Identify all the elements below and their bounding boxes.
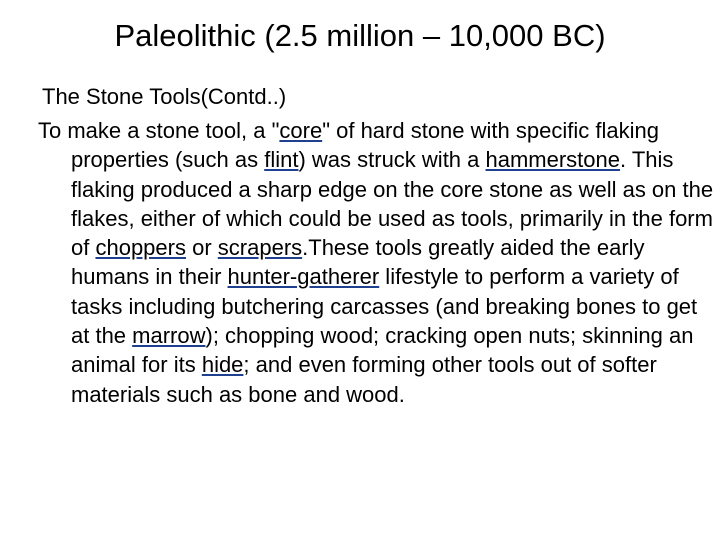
paragraph-text: ; and even forming other tools out of softer materials such as bone and wood.: [71, 352, 657, 407]
paragraph-text: . This flaking produced a sharp edge on the core stone as well as on the flakes, either of which could be used as tools, primarily in the form of: [71, 147, 714, 261]
link-choppers[interactable]: choppers: [95, 235, 186, 261]
paragraph-text: lifestyle to perform a variety of tasks including butchering carcasses (and breaking bones to get at the: [71, 264, 698, 349]
link-core[interactable]: core: [279, 118, 323, 143]
slide-subtitle: The Stone Tools(Contd..): [42, 84, 287, 109]
link-hunter-gatherer[interactable]: hunter-gatherer: [227, 264, 380, 290]
link-hide[interactable]: hide: [201, 352, 244, 378]
paragraph-text: " of hard stone with specific flaking properties (such as: [71, 118, 659, 173]
link-hammerstone[interactable]: hammerstone: [485, 147, 621, 173]
slide-title: Paleolithic (2.5 million – 10,000 BC): [114, 18, 606, 53]
link-flint[interactable]: flint: [264, 147, 299, 173]
body-paragraph: [38, 116, 715, 409]
paragraph-text: ) was struck with a: [298, 147, 486, 173]
paragraph-text: .These tools greatly aided the early humans in their: [71, 235, 645, 290]
link-scrapers[interactable]: scrapers: [217, 235, 303, 261]
paragraph-text: To make a stone tool, a ": [38, 118, 280, 143]
paragraph-text: ); chopping wood; cracking open nuts; skinning an animal for its: [71, 323, 694, 378]
link-marrow[interactable]: marrow: [132, 323, 206, 349]
paragraph-text: or: [185, 235, 218, 261]
